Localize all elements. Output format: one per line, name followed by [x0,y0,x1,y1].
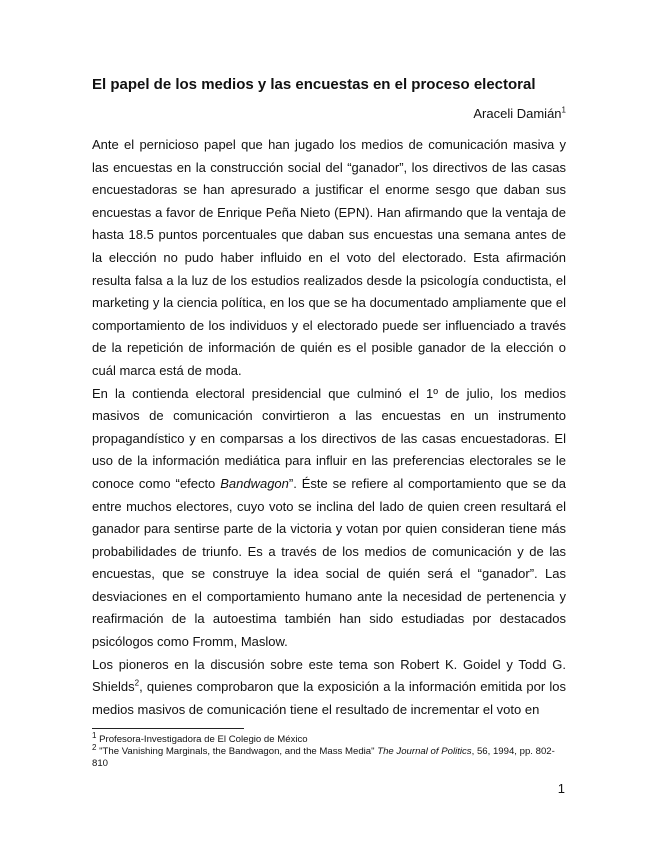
bandwagon-term: Bandwagon [220,475,289,491]
footnote-2 [92,742,566,770]
article-body [92,134,566,721]
author-line [473,106,566,122]
author-name: Araceli Damián [473,106,562,121]
paragraph-3-text-b: , quienes comprobaron que la exposición a la información emitida por los medios masivos de comunicación tiene el resultado de incrementar el voto en [92,679,566,717]
footnote-ref-2: 2 [134,678,140,688]
footnotes [92,730,566,770]
footnote-2-number: 2 [92,742,97,752]
page-number: 1 [557,781,565,796]
journal-name: The Journal of Politics [377,746,472,757]
paragraph-2-text-b: ”. Éste se refiere al comportamiento que se da entre muchos electores, cuyo voto se inclina del lado de quien creen resultará el ganador para sentirse parte de la victoria y votan por quien consideran tiene más probabilidades de triunfo. Es a través de los medios de comunicación y de las encuestas, que se construye la idea social de quién será el “ganador”. Las desviaciones en el comportamiento humano ante la necesidad de pertenencia y reafirmación de la autoestima también han sido estudiadas por destacados psicólogos como Fromm, Maslow. [92,475,566,650]
footnote-2-text-b: , 56, 1994, pp. 802-810 [92,746,555,769]
footnote-separator [92,728,244,729]
paragraph-3-text-a: Los pioneros en la discusión sobre este tema son Robert K. Goidel y Todd G. Shields [92,656,566,695]
footnote-1-text: Profesora-Investigadora de El Colegio de México [99,734,308,745]
article-title: El papel de los medios y las encuestas en el proceso electoral [92,76,536,93]
paragraph-3 [92,654,566,722]
paragraph-1: Ante el pernicioso papel que han jugado los medios de comunicación masiva y las encuestas en la construcción social del “ganador”, los directivos de las casas encuestadoras se han apresurado a justificar el enorme sesgo que daban sus encuestas a favor de Enrique Peña Nieto (EPN). Han afirmando que la ventaja de hasta 18.5 puntos porcentuales que daban sus encuestas una semana antes de la elección no pudo haber influido en el voto del electorado. Esta afirmación resulta falsa a la luz de los estudios realizados desde la psicología conductista, el marketing y la ciencia política, en los que se ha documentado ampliamente que el comportamiento de los individuos y el electorado puede ser influenciado a través de la repetición de información de quién es el posible ganador de la elección o cuál marca está de moda. [92,137,566,378]
paragraph-2-text-a: En la contienda electoral presidencial que culminó el 1º de julio, los medios masivos de comunicación convirtieron a las encuestas en un instrumento propagandístico y en comparsas a los directivos de las casas encuestadoras. El uso de la información mediática para influir en las preferencias electorales se le conoce como “efecto [92,385,566,491]
paragraph-2 [92,383,566,654]
footnote-1-number: 1 [92,730,97,740]
footnote-1 [92,730,566,746]
footnote-2-text-a: "The Vanishing Marginals, the Bandwagon, and the Mass Media" [99,746,378,757]
footnote-ref-1: 1 [561,105,566,115]
